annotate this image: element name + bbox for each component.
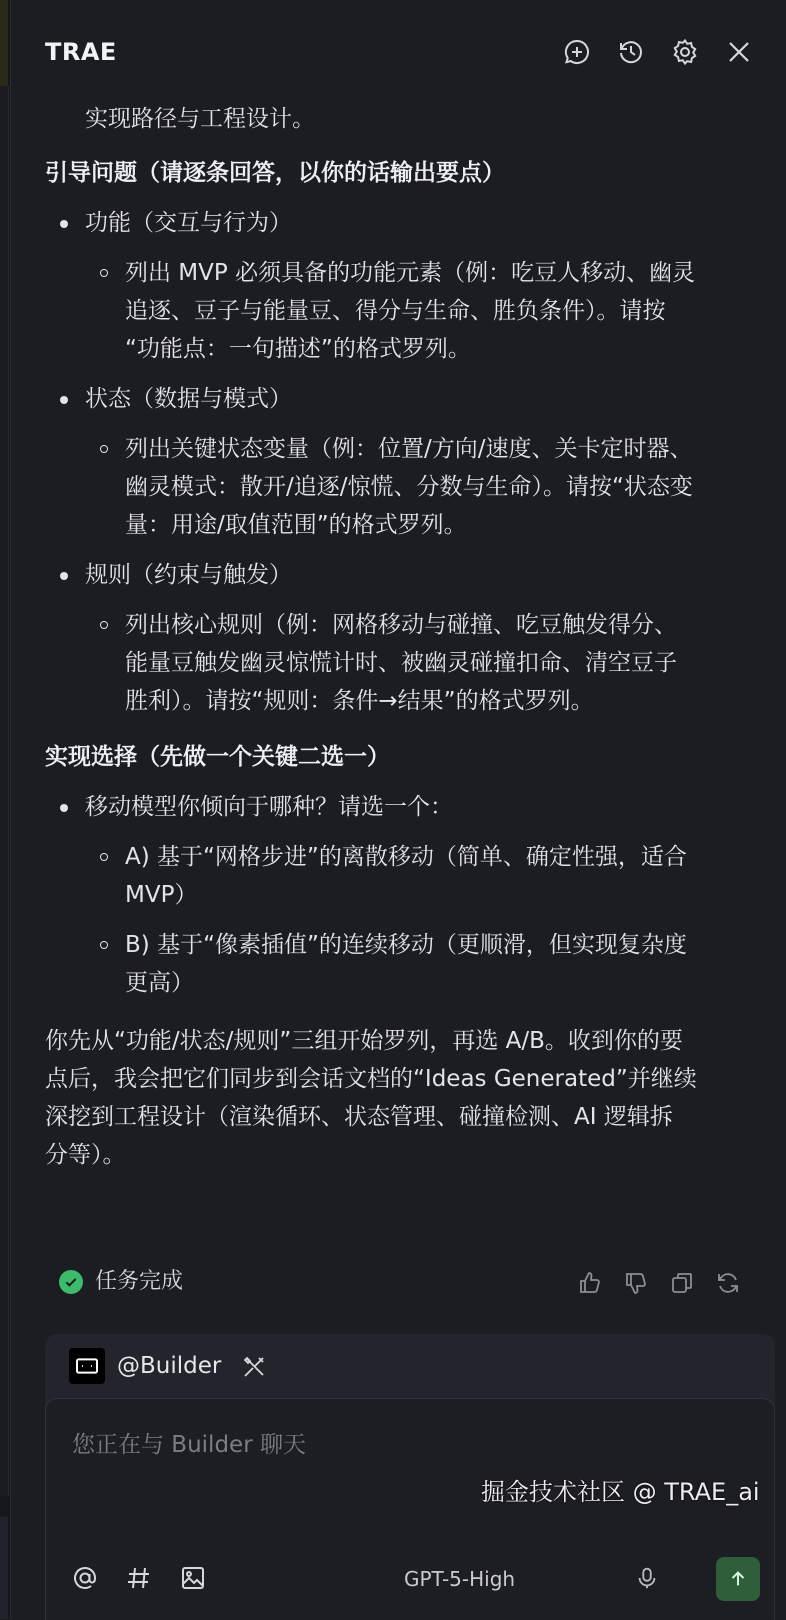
sub-list-item	[45, 606, 775, 644]
panel-header	[11, 0, 786, 106]
panel-title: TRAE	[45, 38, 117, 66]
tools-icon[interactable]	[241, 1354, 267, 1380]
left-edge-strip	[0, 0, 10, 1619]
left-strip-segment	[0, 1517, 8, 1619]
closing-paragraph-line: 深挖到工程设计（渲染循环、状态管理、碰撞检测、AI 逻辑拆	[45, 1104, 673, 1130]
copy-icon[interactable]	[667, 1268, 697, 1298]
closing-paragraph-line: 你先从“功能/状态/规则”三组开始罗列，再选 A/B。收到你的要	[45, 1028, 683, 1054]
sub-item-text: 列出核心规则（例：网格移动与碰撞、吃豆触发得分、	[125, 612, 677, 638]
list-item	[45, 556, 775, 594]
new-chat-icon[interactable]	[561, 36, 593, 68]
input-placeholder: 您正在与 Builder 聊天	[72, 1432, 306, 1458]
sub-item-continuation: 量：用途/取值范围”的格式罗列。	[125, 512, 467, 538]
image-icon[interactable]	[178, 1563, 208, 1593]
option-continuation: 更高）	[125, 970, 194, 996]
hash-icon[interactable]	[124, 1563, 154, 1593]
mic-icon[interactable]	[632, 1563, 662, 1593]
chat-panel	[10, 0, 786, 1619]
sub-list-item	[45, 430, 775, 468]
closing-paragraph-line: 点后，我会把它们同步到会话文档的“Ideas Generated”并继续	[45, 1066, 697, 1092]
settings-icon[interactable]	[669, 36, 701, 68]
bullet-text: 规则（约束与触发）	[85, 562, 292, 588]
at-icon[interactable]	[70, 1563, 100, 1593]
sub-item-continuation: “功能点：一句描述”的格式罗列。	[125, 336, 471, 362]
left-strip-segment	[0, 86, 9, 1496]
sub-item-continuation: 胜利）。请按“规则：条件→结果”的格式罗列。	[125, 688, 594, 714]
close-icon[interactable]	[723, 36, 755, 68]
sub-item-text: 列出 MVP 必须具备的功能元素（例：吃豆人移动、幽灵	[125, 260, 696, 286]
model-selector[interactable]: GPT-5-High	[404, 1567, 516, 1591]
sub-item-continuation: 追逐、豆子与能量豆、得分与生命、胜负条件）。请按	[125, 298, 666, 324]
option-b	[45, 926, 775, 964]
watermark: 掘金技术社区 @ TRAE_ai	[481, 1478, 760, 1506]
agent-name: @Builder	[117, 1353, 222, 1379]
bullet-text: 状态（数据与模式）	[85, 386, 292, 412]
task-complete-text: 任务完成	[95, 1269, 184, 1294]
sub-item-continuation: 能量豆触发幽灵惊慌计时、被幽灵碰撞扣命、清空豆子	[125, 650, 677, 676]
sub-item-continuation: 幽灵模式：散开/追逐/惊慌、分数与生命）。请按“状态变	[125, 474, 693, 500]
left-strip-segment	[0, 0, 8, 86]
thumbs-up-icon[interactable]	[575, 1268, 605, 1298]
builder-agent-icon	[69, 1348, 105, 1384]
option-continuation: MVP）	[125, 882, 198, 908]
list-item	[45, 204, 775, 242]
intro-line: 实现路径与工程设计。	[85, 106, 315, 132]
list-item	[45, 788, 775, 826]
bullet-text: 功能（交互与行为）	[85, 210, 292, 236]
option-text: A) 基于“网格步进”的离散移动（简单、确定性强，适合	[125, 844, 687, 870]
regenerate-icon[interactable]	[713, 1268, 743, 1298]
choice-heading: 实现选择（先做一个关键二选一）	[45, 744, 390, 770]
bullet-text: 移动模型你倾向于哪种？请选一个：	[85, 794, 453, 820]
sub-item-text: 列出关键状态变量（例：位置/方向/速度、关卡定时器、	[125, 436, 693, 462]
sub-list-item	[45, 254, 775, 292]
option-a	[45, 838, 775, 876]
check-icon	[59, 1270, 83, 1294]
option-text: B) 基于“像素插值”的连续移动（更顺滑，但实现复杂度	[125, 932, 687, 958]
agent-selector[interactable]	[45, 1334, 775, 1398]
closing-paragraph-line: 分等）。	[45, 1142, 126, 1168]
thumbs-down-icon[interactable]	[621, 1268, 651, 1298]
send-button[interactable]	[716, 1557, 760, 1601]
list-item	[45, 380, 775, 418]
task-status-row	[45, 1264, 775, 1300]
guide-heading: 引导问题（请逐条回答，以你的话输出要点）	[45, 160, 505, 186]
history-icon[interactable]	[615, 36, 647, 68]
assistant-message	[45, 100, 775, 1174]
